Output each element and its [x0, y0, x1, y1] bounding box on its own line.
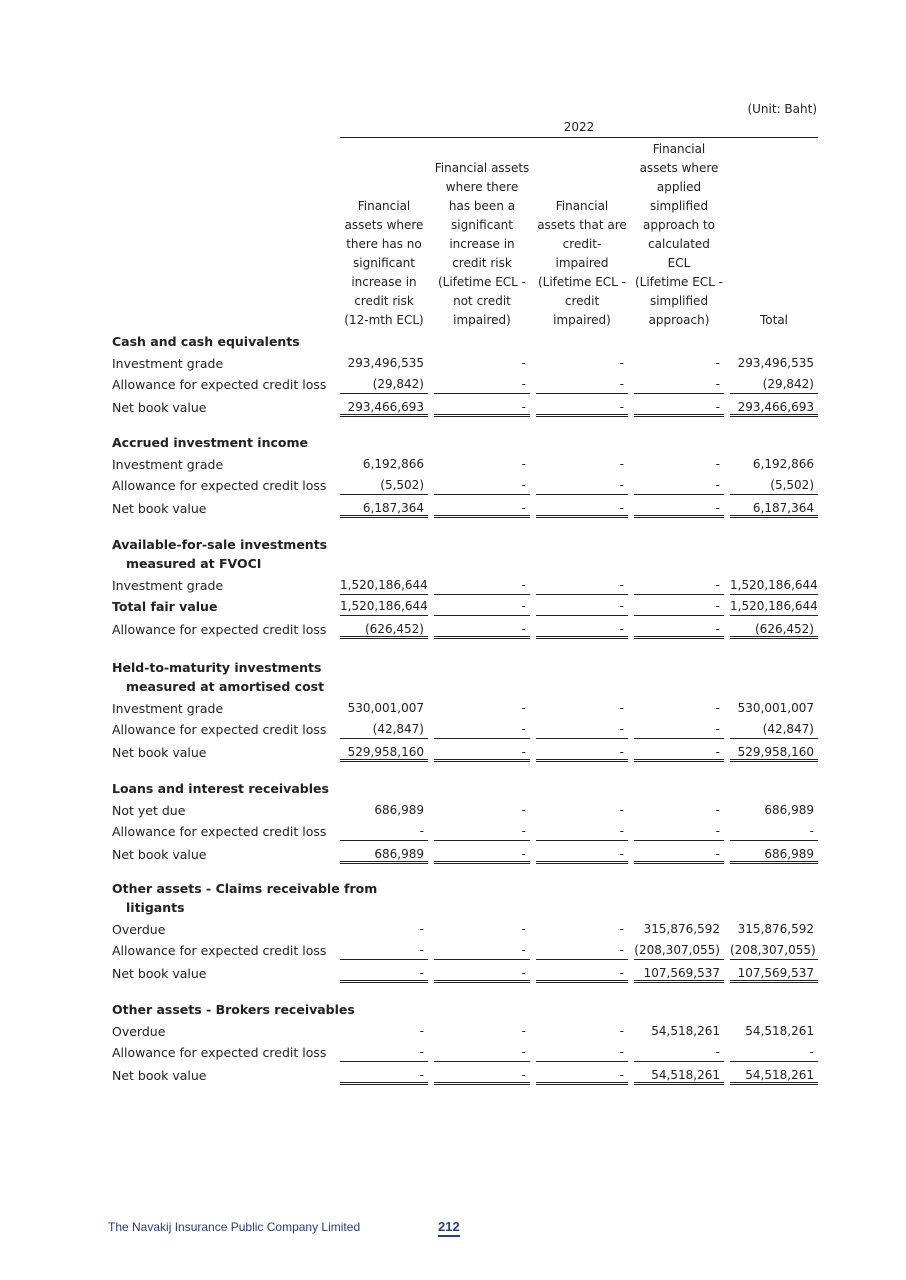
- unit-label: (Unit: Baht): [747, 102, 817, 116]
- column-header-line: credit risk: [354, 294, 414, 308]
- cell-value: -: [619, 803, 624, 817]
- row-label: Allowance for expected credit loss: [112, 824, 327, 839]
- cell-value: -: [434, 1042, 530, 1062]
- row-label: Investment grade: [112, 701, 224, 716]
- cell-value: 1,520,186,644: [340, 596, 428, 616]
- cell-value: -: [536, 719, 628, 739]
- column-header-line: Financial: [555, 199, 609, 213]
- cell-value: -: [619, 922, 624, 936]
- cell-value: -: [434, 374, 530, 394]
- cell-value: -: [715, 356, 720, 370]
- cell-value: 54,518,261: [634, 1065, 724, 1085]
- section-title: Other assets - Brokers receivables: [112, 1002, 355, 1017]
- cell-value: -: [634, 844, 724, 864]
- row-label: Not yet due: [112, 803, 186, 818]
- cell-value: -: [715, 701, 720, 715]
- cell-value: -: [536, 742, 628, 762]
- cell-value: 529,958,160: [730, 742, 818, 762]
- cell-value: (5,502): [340, 475, 428, 495]
- cell-value: -: [536, 619, 628, 639]
- column-header-line: there has no: [346, 237, 422, 251]
- column-header-line: credit risk: [452, 256, 512, 270]
- row-label: Overdue: [112, 1024, 166, 1039]
- cell-value: -: [634, 742, 724, 762]
- row-label: Investment grade: [112, 457, 224, 472]
- cell-value: -: [521, 457, 526, 471]
- cell-value: 54,518,261: [745, 1024, 814, 1038]
- column-header-line: approach): [648, 313, 710, 327]
- cell-value: -: [536, 963, 628, 983]
- column-header-5: [730, 140, 818, 330]
- table-row: [0, 374, 906, 394]
- cell-value: -: [715, 803, 720, 817]
- column-header-line: assets where: [639, 161, 719, 175]
- cell-value: -: [536, 575, 628, 595]
- cell-value: -: [730, 1042, 818, 1062]
- cell-value: (626,452): [730, 619, 818, 639]
- cell-value: -: [634, 619, 724, 639]
- table-row: [0, 963, 906, 983]
- column-header-line: significant: [451, 218, 513, 232]
- cell-value: 6,187,364: [730, 498, 818, 518]
- section-title: Cash and cash equivalents: [112, 334, 300, 349]
- column-header-1: [340, 140, 428, 330]
- cell-value: (42,847): [730, 719, 818, 739]
- column-header-line: (Lifetime ECL -: [437, 275, 527, 289]
- row-label: Allowance for expected credit loss: [112, 943, 327, 958]
- section-title: measured at amortised cost: [126, 679, 325, 694]
- table-row: [0, 1065, 906, 1085]
- table-row: [0, 397, 906, 417]
- table-row: [0, 742, 906, 762]
- cell-value: -: [340, 1065, 428, 1085]
- cell-value: -: [634, 1042, 724, 1062]
- table-row: [0, 844, 906, 864]
- cell-value: 315,876,592: [643, 922, 720, 936]
- column-header-line: Financial: [357, 199, 411, 213]
- cell-value: -: [634, 821, 724, 841]
- column-header-line: (Lifetime ECL -: [634, 275, 724, 289]
- cell-value: -: [434, 498, 530, 518]
- cell-value: -: [434, 475, 530, 495]
- column-header-line: credit: [564, 294, 600, 308]
- section-title: Accrued investment income: [112, 435, 308, 450]
- column-header-line: approach to: [642, 218, 716, 232]
- cell-value: (29,842): [730, 374, 818, 394]
- cell-value: -: [634, 475, 724, 495]
- cell-value: -: [340, 821, 428, 841]
- cell-value: -: [619, 701, 624, 715]
- cell-value: -: [536, 1042, 628, 1062]
- cell-value: -: [536, 940, 628, 960]
- column-header-line: Financial assets: [434, 161, 530, 175]
- cell-value: 1,520,186,644: [730, 575, 818, 595]
- cell-value: -: [434, 575, 530, 595]
- cell-value: 6,187,364: [340, 498, 428, 518]
- row-label: Allowance for expected credit loss: [112, 377, 327, 392]
- column-header-2: [434, 140, 530, 330]
- column-header-line: (Lifetime ECL -: [537, 275, 627, 289]
- cell-value: -: [634, 575, 724, 595]
- column-header-line: (12-mth ECL): [344, 313, 424, 327]
- cell-value: -: [340, 963, 428, 983]
- cell-value: -: [536, 498, 628, 518]
- cell-value: -: [434, 1065, 530, 1085]
- cell-value: -: [419, 922, 424, 936]
- cell-value: 107,569,537: [634, 963, 724, 983]
- cell-value: 293,466,693: [340, 397, 428, 417]
- cell-value: 107,569,537: [730, 963, 818, 983]
- cell-value: -: [521, 1024, 526, 1038]
- cell-value: -: [340, 940, 428, 960]
- cell-value: (626,452): [340, 619, 428, 639]
- row-label: Net book value: [112, 1068, 207, 1083]
- table-row: [0, 719, 906, 739]
- cell-value: -: [434, 619, 530, 639]
- column-header-line: simplified: [649, 294, 709, 308]
- column-header-line: assets that are: [537, 218, 627, 232]
- cell-value: -: [340, 1042, 428, 1062]
- row-label: Investment grade: [112, 356, 224, 371]
- column-header-line: significant: [353, 256, 415, 270]
- section-title: measured at FVOCI: [126, 556, 262, 571]
- section-title: Available-for-sale investments: [112, 537, 328, 552]
- cell-value: -: [434, 596, 530, 616]
- column-header-line: credit-: [562, 237, 602, 251]
- table-row: [0, 698, 906, 718]
- row-label: Total fair value: [112, 599, 218, 614]
- cell-value: 293,496,535: [347, 356, 424, 370]
- cell-value: -: [634, 397, 724, 417]
- table-row: [0, 498, 906, 518]
- cell-value: 315,876,592: [737, 922, 814, 936]
- cell-value: -: [434, 940, 530, 960]
- cell-value: -: [536, 374, 628, 394]
- row-label: Investment grade: [112, 578, 224, 593]
- section-title: litigants: [126, 900, 185, 915]
- table-row: [0, 596, 906, 616]
- cell-value: -: [434, 397, 530, 417]
- column-header-line: assets where: [344, 218, 424, 232]
- cell-value: 686,989: [340, 844, 428, 864]
- cell-value: -: [434, 742, 530, 762]
- table-row: [0, 1042, 906, 1062]
- year-divider: [340, 137, 818, 138]
- cell-value: 6,192,866: [752, 457, 814, 471]
- cell-value: -: [619, 457, 624, 471]
- page-number: 212: [438, 1219, 460, 1237]
- cell-value: -: [536, 475, 628, 495]
- cell-value: (5,502): [730, 475, 818, 495]
- cell-value: -: [521, 701, 526, 715]
- column-header-line: increase in: [449, 237, 515, 251]
- cell-value: -: [521, 803, 526, 817]
- cell-value: 686,989: [374, 803, 424, 817]
- cell-value: -: [634, 719, 724, 739]
- row-label: Allowance for expected credit loss: [112, 722, 327, 737]
- cell-value: -: [634, 498, 724, 518]
- row-label: Net book value: [112, 400, 207, 415]
- cell-value: 686,989: [764, 803, 814, 817]
- cell-value: -: [536, 821, 628, 841]
- column-header-line: impaired): [553, 313, 611, 327]
- section-title: Loans and interest receivables: [112, 781, 329, 796]
- row-label: Allowance for expected credit loss: [112, 622, 327, 637]
- row-label: Net book value: [112, 847, 207, 862]
- cell-value: -: [619, 356, 624, 370]
- table-row: [0, 800, 906, 820]
- row-label: Net book value: [112, 501, 207, 516]
- cell-value: -: [536, 596, 628, 616]
- cell-value: -: [434, 844, 530, 864]
- column-header-3: [536, 140, 628, 330]
- column-header-line: where there: [445, 180, 519, 194]
- cell-value: (208,307,055): [730, 940, 818, 960]
- cell-value: 293,466,693: [730, 397, 818, 417]
- cell-value: -: [434, 719, 530, 739]
- year-heading: 2022: [563, 120, 595, 134]
- cell-value: -: [730, 821, 818, 841]
- cell-value: 530,001,007: [347, 701, 424, 715]
- cell-value: -: [634, 596, 724, 616]
- cell-value: -: [434, 821, 530, 841]
- cell-value: -: [521, 356, 526, 370]
- section-title: Held-to-maturity investments: [112, 660, 322, 675]
- row-label: Overdue: [112, 922, 166, 937]
- cell-value: -: [536, 1065, 628, 1085]
- cell-value: -: [715, 457, 720, 471]
- row-label: Net book value: [112, 966, 207, 981]
- cell-value: -: [536, 844, 628, 864]
- row-label: Net book value: [112, 745, 207, 760]
- table-row: [0, 1021, 906, 1041]
- table-row: [0, 919, 906, 939]
- table-row: [0, 353, 906, 373]
- cell-value: (208,307,055): [634, 940, 724, 960]
- table-row: [0, 940, 906, 960]
- cell-value: -: [634, 374, 724, 394]
- table-row: [0, 575, 906, 595]
- column-header-line: Total: [759, 313, 789, 327]
- column-header-line: not credit: [453, 294, 511, 308]
- column-header-line: has been a: [448, 199, 516, 213]
- section-title: Other assets - Claims receivable from: [112, 881, 378, 896]
- cell-value: 6,192,866: [362, 457, 424, 471]
- column-header-line: ECL: [667, 256, 691, 270]
- cell-value: -: [536, 397, 628, 417]
- cell-value: (29,842): [340, 374, 428, 394]
- column-header-line: impaired: [555, 256, 609, 270]
- cell-value: -: [434, 963, 530, 983]
- column-header-line: calculated: [648, 237, 710, 251]
- column-header-4: [634, 140, 724, 330]
- footer-company: The Navakij Insurance Public Company Limited: [108, 1220, 361, 1234]
- column-header-line: simplified: [649, 199, 709, 213]
- cell-value: 54,518,261: [651, 1024, 720, 1038]
- column-header-line: applied: [656, 180, 702, 194]
- cell-value: -: [521, 922, 526, 936]
- cell-value: -: [419, 1024, 424, 1038]
- column-header-line: impaired): [453, 313, 511, 327]
- column-header-line: increase in: [351, 275, 417, 289]
- cell-value: 1,520,186,644: [730, 596, 818, 616]
- row-label: Allowance for expected credit loss: [112, 478, 327, 493]
- cell-value: 293,496,535: [737, 356, 814, 370]
- table-row: [0, 454, 906, 474]
- cell-value: 54,518,261: [730, 1065, 818, 1085]
- cell-value: 1,520,186,644: [340, 575, 428, 595]
- cell-value: -: [619, 1024, 624, 1038]
- cell-value: 529,958,160: [340, 742, 428, 762]
- cell-value: 686,989: [730, 844, 818, 864]
- table-row: [0, 475, 906, 495]
- column-header-line: Financial: [652, 142, 706, 156]
- row-label: Allowance for expected credit loss: [112, 1045, 327, 1060]
- table-row: [0, 619, 906, 639]
- table-row: [0, 821, 906, 841]
- cell-value: (42,847): [340, 719, 428, 739]
- cell-value: 530,001,007: [737, 701, 814, 715]
